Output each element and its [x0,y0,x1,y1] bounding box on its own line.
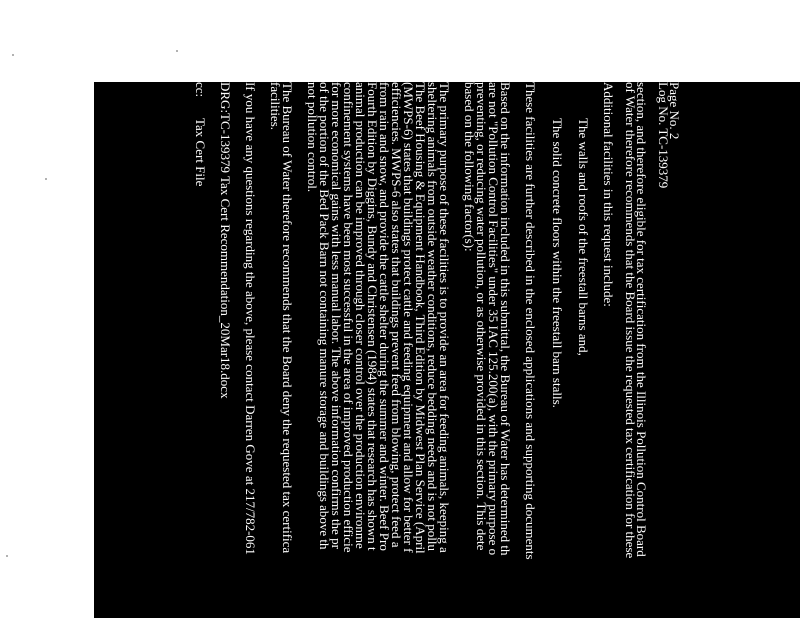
paragraph-line: These facilities are further described in the enclosed applications and supporting documents [523,82,538,560]
paragraph-line: Fourth Edition by Diggins, Bundy and Christensen (1984) states that research has shown t [365,82,380,551]
page-number: Page No. 2 [667,82,682,140]
scan-speck [12,54,14,56]
paragraph-line: animal production can be improved through closer control over the production environme [353,82,368,549]
paragraph-line: (MWPS-6) states that buildings protect cattle and feeding equipment and allow for better f [401,82,416,553]
scan-speck [176,50,178,52]
paragraph-line: The Beef Housing & Equipment Handbook, Third Edition by Midwest Plan Service (April [413,82,428,554]
paragraph-line: preventing, or reducing water pollution, or as otherwise provided in this section. This dete [474,82,489,551]
paragraph-line: of the portion of the Bed Pack Barn not containing manure storage and buildings above th [317,82,332,550]
log-number: Log No. TC-139379 [656,82,671,189]
paragraph-line: not pollution control. [305,82,320,193]
paragraph-line: are not "Pollution Control Facilities" under 35 IAC 125.200(a), with the primary purpose o [486,82,501,556]
paragraph-line: for more economical gains with less manual labor. The above information confirms the pr [329,82,344,549]
scan-speck [45,178,47,180]
list-item: The solid concrete floors within the freestall barn stalls. [550,118,565,408]
cc-label: cc: [193,82,208,98]
document-reference: DRG:TC-139379 Tax Cert Recommendation_20Mar18.docx [218,82,233,399]
paragraph-line: Additional facilities in this request include: [601,82,616,307]
paragraph-line: The primary purpose of these facilities is to provide an area for feeding animals, keeping a [437,82,452,553]
paragraph-line: of Water therefore recommends that the Board issue the requested tax certification for these [623,82,638,559]
paragraph-line: section, and therefore eligible for tax certification from the Illinois Pollution Control Board [634,82,649,557]
paragraph-line: confinement systems have been most successful in the area of improved production efficie [341,82,356,553]
paragraph-line: facilities. [268,82,283,131]
paragraph-line: based on the following factor(s): [462,82,477,252]
paragraph-line: If you have any questions regarding the above, please contact Darren Gove at 217/782-061 [243,82,258,555]
paragraph-line: efficiencies. MWPS-6 also states that buildings prevent feed from blowing, protect feed a [389,82,404,548]
scanned-page [94,82,800,618]
paragraph-line: sheltering animals from outside weather conditions, reduce bedding needs and is not pollu [425,82,440,551]
paragraph-line: from rain and snow, and provide the cattle shelter during the summer and winter. Beef Pro [377,82,392,551]
scan-speck [6,555,8,557]
paragraph-line: The Bureau of Water therefore recommends that the Board deny the requested tax certifica [280,82,295,554]
paragraph-line: Based on the information included in this submittal, the Bureau of Water has determined th [498,82,513,556]
cc-recipient: Tax Cert File [193,118,208,187]
list-item: The walls and roofs of the freestall barns and, [576,118,591,356]
rotated-text-block [94,82,680,618]
